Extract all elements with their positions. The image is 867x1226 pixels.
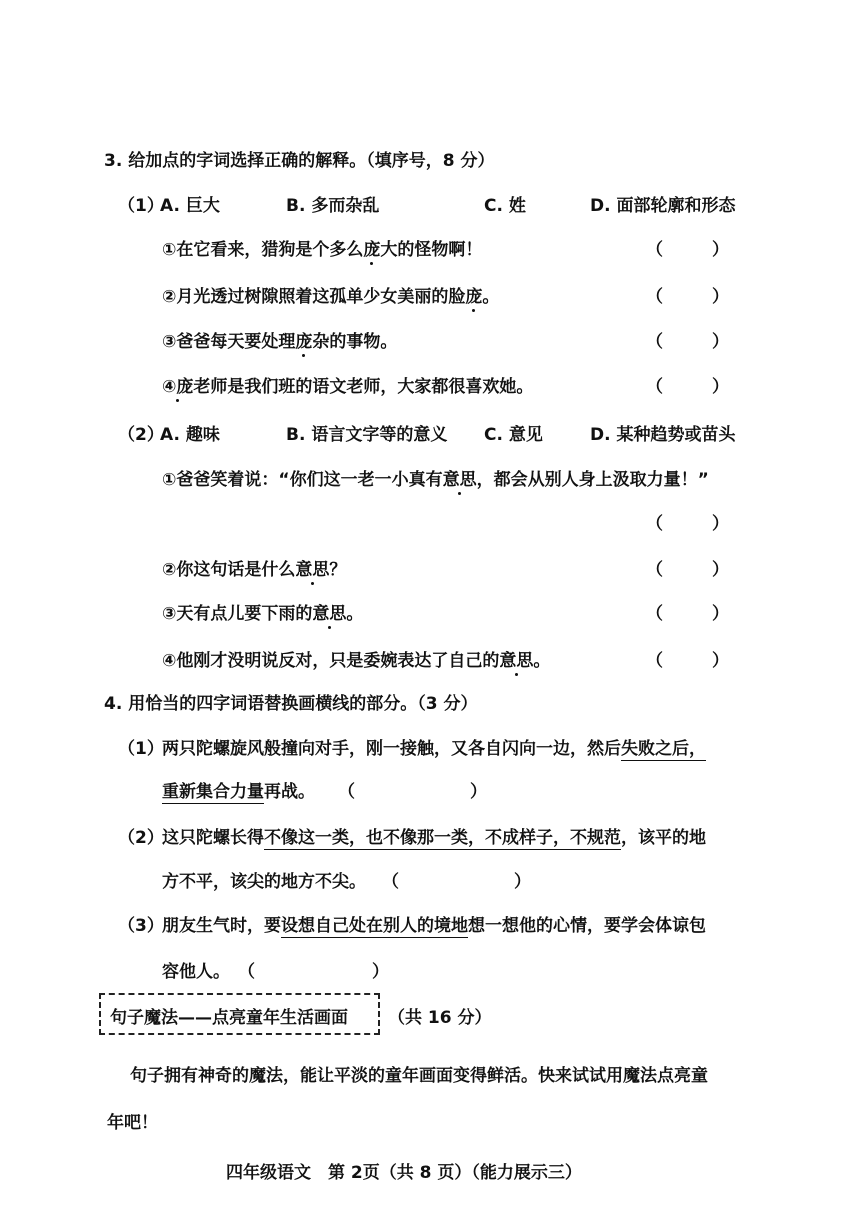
q4-item-3-line-2: 容他人。 <box>162 962 230 982</box>
q3-part1-option-d: D. 面部轮廓和形态 <box>590 196 736 216</box>
q3-part1-item-2: ②月光透过树隙照着这孤单少女美丽的脸庞。 <box>162 282 499 307</box>
q3-part2-item-4: ④他刚才没明说反对，只是委婉表达了自己的意思。 <box>162 646 550 671</box>
q3-part2-option-d: D. 某种趋势或苗头 <box>590 425 736 445</box>
q3-part2-option-b: B. 语言文字等的意义 <box>286 425 448 445</box>
q4-item-1-line-1: 两只陀螺旋风般撞向对手，刚一接触，又各自闪向一边，然后失败之后， <box>162 739 706 759</box>
q3-part2-num: （2） <box>118 425 164 445</box>
emphasis-dot-word: 庞 <box>363 235 380 260</box>
page-footer: 四年级语文 第 2页（共 8 页）（能力展示三） <box>226 1163 582 1183</box>
section-score: （共 16 分） <box>388 1008 492 1028</box>
underlined-phrase: 失败之后， <box>621 739 706 759</box>
section-intro-line-2: 年吧！ <box>107 1113 158 1133</box>
underlined-phrase: 不像这一类，也不像那一类，不成样子，不规范 <box>264 828 621 848</box>
emphasis-dot-word: 意思 <box>499 646 533 671</box>
q3-part1-option-b: B. 多而杂乱 <box>286 196 380 216</box>
q4-item-2-num: （2） <box>118 828 164 848</box>
q3-part1-item-4: ④庞老师是我们班的语文老师，大家都很喜欢她。 <box>162 372 533 397</box>
underlined-phrase: 重新集合力量 <box>162 782 264 802</box>
q3-part2-item-2: ②你这句话是什么意思？ <box>162 555 346 580</box>
section-intro-line-1: 句子拥有神奇的魔法，能让平淡的童年画面变得鲜活。快来试试用魔法点亮童 <box>130 1066 708 1086</box>
underlined-phrase: 设想自己处在别人的境地 <box>281 916 468 936</box>
q3-title: 3. 给加点的字词选择正确的解释。（填序号，8 分） <box>104 151 495 171</box>
q3-part2-item-1: ①爸爸笑着说：“你们这一老一小真有意思，都会从别人身上汲取力量！” <box>162 465 709 490</box>
q4-item-1-line-2: 重新集合力量再战。 <box>162 782 315 802</box>
q3-part1-item-1: ①在它看来，猎狗是个多么庞大的怪物啊！ <box>162 235 482 260</box>
emphasis-dot-word: 庞 <box>295 327 312 352</box>
q4-item-1-num: （1） <box>118 739 164 759</box>
q3-part1-num: （1） <box>118 196 164 216</box>
q3-part1-item-3: ③爸爸每天要处理庞杂的事物。 <box>162 327 397 352</box>
q3-part2-option-c: C. 意见 <box>484 425 543 445</box>
emphasis-dot-word: 意思 <box>312 599 346 624</box>
q4-item-3-num: （3） <box>118 916 164 936</box>
emphasis-dot-word: 意思 <box>443 465 477 490</box>
q3-part1-option-a: A. 巨大 <box>160 196 220 216</box>
q3-part1-option-c: C. 姓 <box>484 196 526 216</box>
section-title: 句子魔法——点亮童年生活画面 <box>110 1008 348 1028</box>
q4-title: 4. 用恰当的四字词语替换画横线的部分。（3 分） <box>104 694 478 714</box>
emphasis-dot-word: 庞 <box>465 282 482 307</box>
q4-item-2-line-1: 这只陀螺长得不像这一类，也不像那一类，不成样子，不规范，该平的地 <box>162 828 706 848</box>
q4-item-3-line-1: 朋友生气时，要设想自己处在别人的境地想一想他的心情，要学会体谅包 <box>162 916 706 936</box>
q3-part2-option-a: A. 趣味 <box>160 425 220 445</box>
q3-part2-item-3: ③天有点儿要下雨的意思。 <box>162 599 363 624</box>
emphasis-dot-word: ④庞 <box>162 372 193 397</box>
q4-item-2-line-2: 方不平，该尖的地方不尖。 <box>162 872 366 892</box>
emphasis-dot-word: 意思 <box>295 555 329 580</box>
